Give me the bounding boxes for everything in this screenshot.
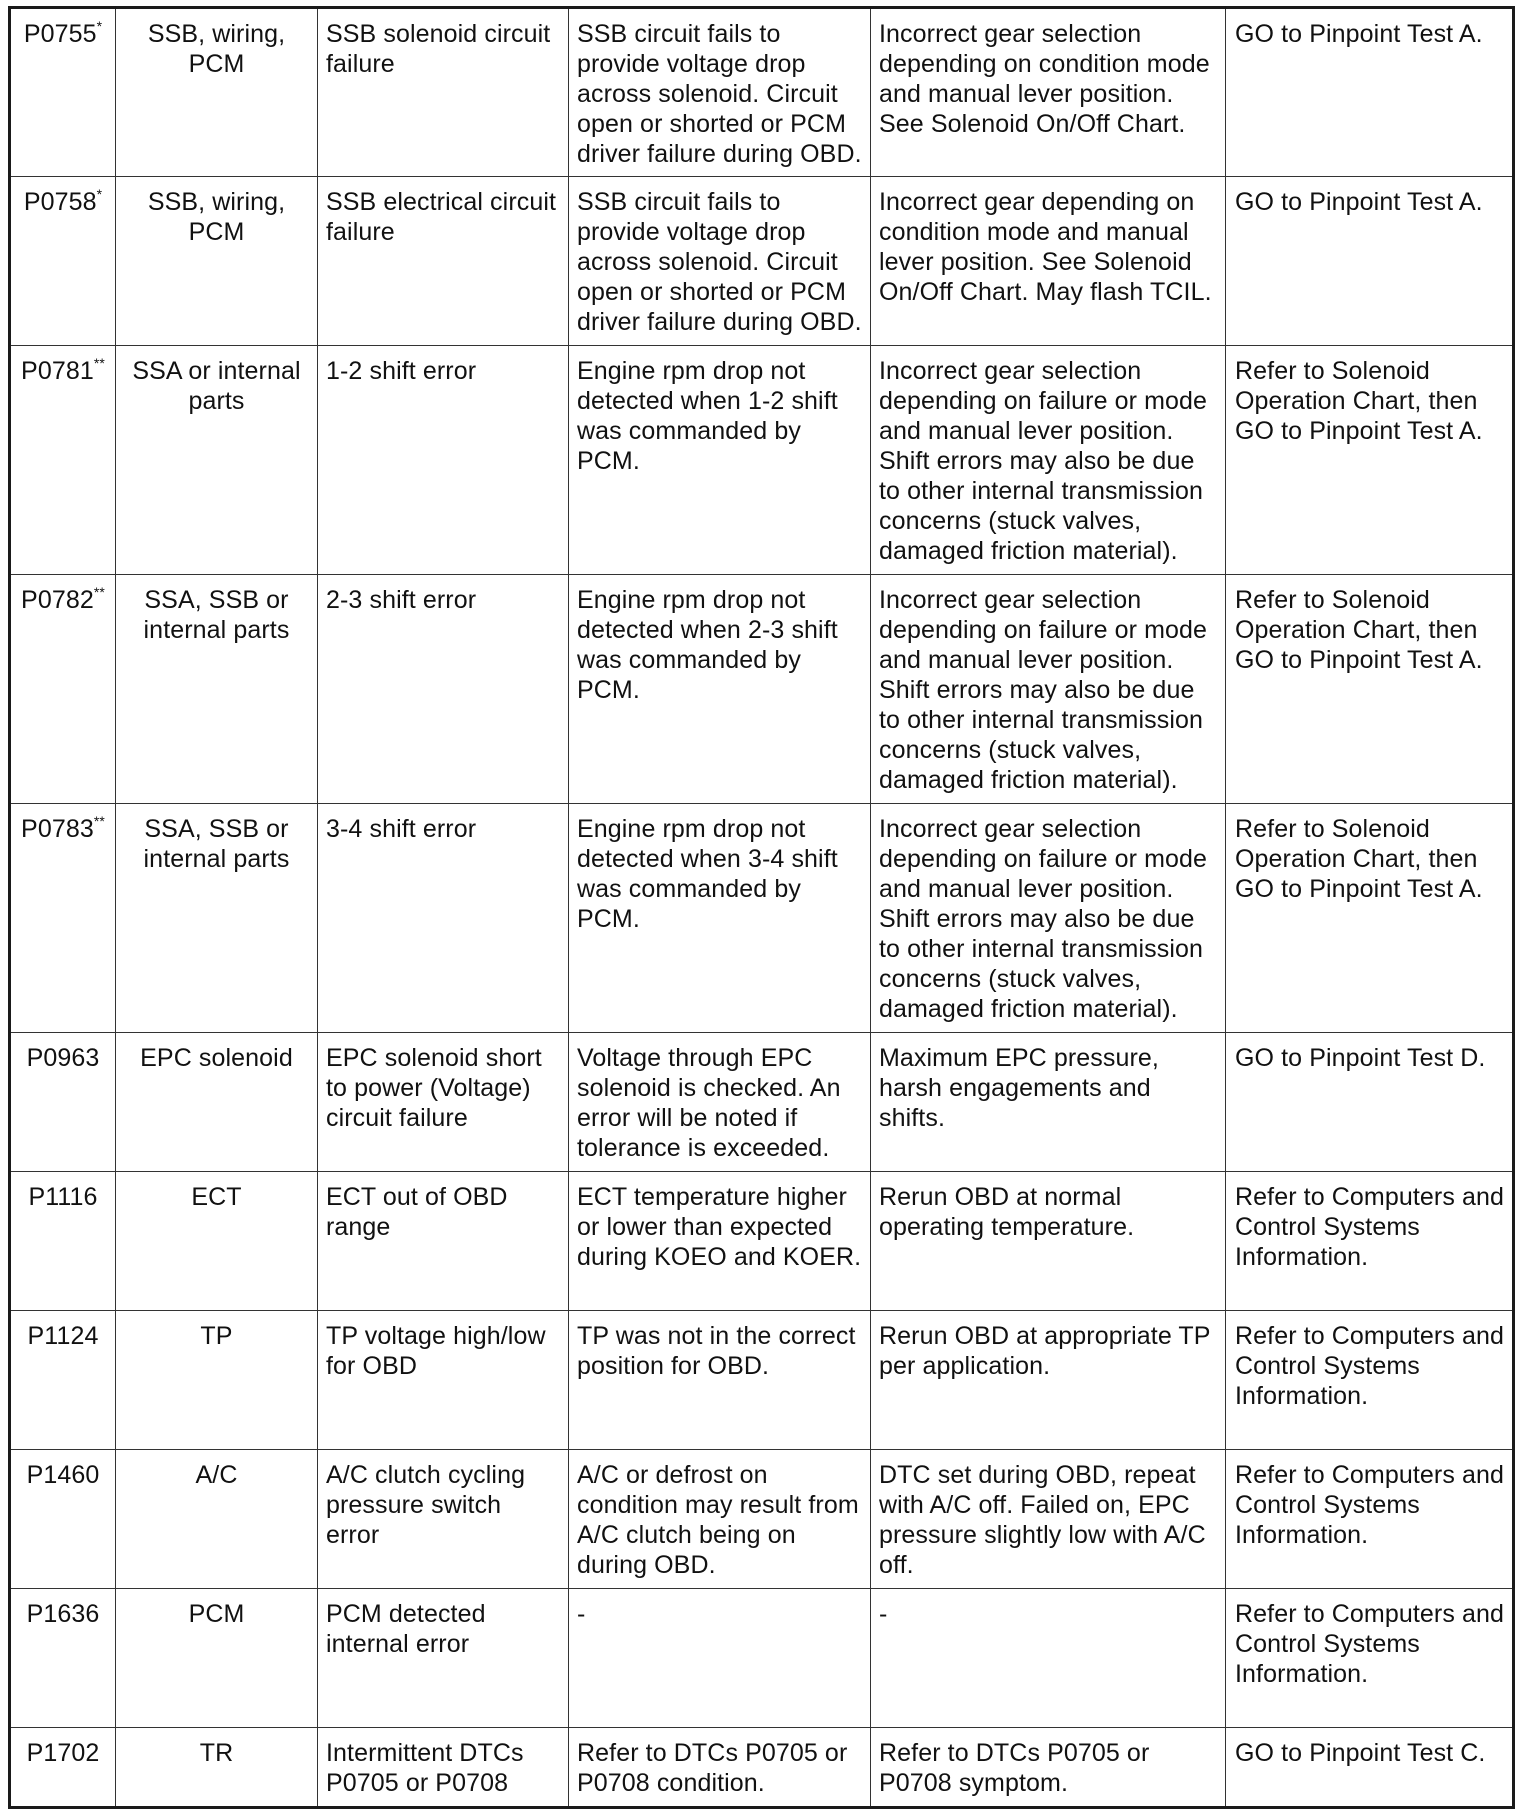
footnote-mark: **: [93, 354, 105, 371]
dtc-source: SSA, SSB or internal parts: [116, 804, 318, 1033]
dtc-symptom: Incorrect gear selection depending on failure or mode and manual lever position. Shift errors may also be due to other internal transmission concerns (stuck valves, damaged friction material).: [871, 346, 1226, 575]
dtc-code: P0782: [21, 586, 94, 614]
dtc-source: A/C: [116, 1450, 318, 1589]
dtc-code-cell: [10, 575, 116, 804]
table-row: [10, 1589, 1514, 1728]
dtc-code: P1636: [26, 1600, 100, 1628]
dtc-code-cell: [10, 1311, 116, 1450]
dtc-code: P0781: [21, 357, 94, 385]
dtc-symptom: DTC set during OBD, repeat with A/C off. Failed on, EPC pressure slightly low with A/C off.: [871, 1450, 1226, 1589]
dtc-description: 2-3 shift error: [318, 575, 569, 804]
dtc-code-cell: [10, 1589, 116, 1728]
dtc-symptom: Refer to DTCs P0705 or P0708 symptom.: [871, 1728, 1226, 1808]
dtc-condition: Engine rpm drop not detected when 2-3 shift was commanded by PCM.: [569, 575, 871, 804]
dtc-symptom: Incorrect gear depending on condition mode and manual lever position. See Solenoid On/Off Chart. May flash TCIL.: [871, 177, 1226, 346]
dtc-source: TR: [116, 1728, 318, 1808]
dtc-source: EPC solenoid: [116, 1033, 318, 1172]
footnote-mark: *: [96, 17, 103, 34]
dtc-description: 1-2 shift error: [318, 346, 569, 575]
dtc-symptom: Rerun OBD at normal operating temperature.: [871, 1172, 1226, 1311]
table-row: [10, 804, 1514, 1033]
footnote-mark: *: [96, 185, 103, 202]
dtc-action: Refer to Solenoid Operation Chart, then GO to Pinpoint Test A.: [1226, 575, 1514, 804]
dtc-code-cell: [10, 1450, 116, 1589]
dtc-condition: ECT temperature higher or lower than expected during KOEO and KOER.: [569, 1172, 871, 1311]
dtc-condition: Engine rpm drop not detected when 1-2 shift was commanded by PCM.: [569, 346, 871, 575]
dtc-action: Refer to Computers and Control Systems Information.: [1226, 1311, 1514, 1450]
dtc-symptom: Maximum EPC pressure, harsh engagements and shifts.: [871, 1033, 1226, 1172]
dtc-description: EPC solenoid short to power (Voltage) circuit failure: [318, 1033, 569, 1172]
dtc-description: TP voltage high/low for OBD: [318, 1311, 569, 1450]
dtc-source: SSB, wiring, PCM: [116, 177, 318, 346]
footnote-mark: **: [93, 583, 105, 600]
dtc-code: P1124: [27, 1322, 99, 1350]
dtc-table: [8, 6, 1515, 1809]
dtc-code: P1702: [26, 1739, 100, 1767]
dtc-condition: SSB circuit fails to provide voltage drop across solenoid. Circuit open or shorted or PCM driver failure during OBD.: [569, 177, 871, 346]
table-row: [10, 1172, 1514, 1311]
dtc-code: P1460: [26, 1461, 100, 1489]
dtc-symptom: Rerun OBD at appropriate TP per application.: [871, 1311, 1226, 1450]
dtc-symptom: Incorrect gear selection depending on failure or mode and manual lever position. Shift errors may also be due to other internal transmission concerns (stuck valves, damaged friction material).: [871, 575, 1226, 804]
dtc-action: Refer to Computers and Control Systems Information.: [1226, 1450, 1514, 1589]
table-row: [10, 346, 1514, 575]
dtc-code-cell: [10, 1033, 116, 1172]
dtc-action: Refer to Solenoid Operation Chart, then GO to Pinpoint Test A.: [1226, 804, 1514, 1033]
dtc-condition: Refer to DTCs P0705 or P0708 condition.: [569, 1728, 871, 1808]
dtc-action: GO to Pinpoint Test C.: [1226, 1728, 1514, 1808]
dtc-source: SSA or internal parts: [116, 346, 318, 575]
dtc-code: P0963: [26, 1044, 100, 1072]
dtc-code-cell: [10, 177, 116, 346]
dtc-action: Refer to Computers and Control Systems Information.: [1226, 1172, 1514, 1311]
dtc-condition: Voltage through EPC solenoid is checked. An error will be noted if tolerance is exceeded.: [569, 1033, 871, 1172]
dtc-source: ECT: [116, 1172, 318, 1311]
dtc-code-cell: [10, 346, 116, 575]
dtc-code: P0755: [23, 20, 97, 48]
footnote-mark: **: [93, 812, 105, 829]
dtc-condition: -: [569, 1589, 871, 1728]
dtc-condition: Engine rpm drop not detected when 3-4 shift was commanded by PCM.: [569, 804, 871, 1033]
dtc-code: P1116: [28, 1183, 98, 1211]
dtc-condition: TP was not in the correct position for OBD.: [569, 1311, 871, 1450]
dtc-source: SSA, SSB or internal parts: [116, 575, 318, 804]
table-row: [10, 575, 1514, 804]
dtc-code-cell: [10, 1728, 116, 1808]
dtc-description: 3-4 shift error: [318, 804, 569, 1033]
dtc-action: Refer to Computers and Control Systems Information.: [1226, 1589, 1514, 1728]
dtc-description: ECT out of OBD range: [318, 1172, 569, 1311]
dtc-code-cell: [10, 804, 116, 1033]
dtc-action: GO to Pinpoint Test A.: [1226, 177, 1514, 346]
table-row: [10, 1728, 1514, 1808]
dtc-description: PCM detected internal error: [318, 1589, 569, 1728]
dtc-description: Intermittent DTCs P0705 or P0708: [318, 1728, 569, 1808]
dtc-code-cell: [10, 8, 116, 177]
dtc-description: SSB electrical circuit failure: [318, 177, 569, 346]
dtc-condition: SSB circuit fails to provide voltage drop across solenoid. Circuit open or shorted or PCM driver failure during OBD.: [569, 8, 871, 177]
dtc-source: TP: [116, 1311, 318, 1450]
dtc-description: A/C clutch cycling pressure switch error: [318, 1450, 569, 1589]
table-row: [10, 177, 1514, 346]
table-row: [10, 1033, 1514, 1172]
dtc-symptom: Incorrect gear selection depending on condition mode and manual lever position. See Solenoid On/Off Chart.: [871, 8, 1226, 177]
dtc-action: GO to Pinpoint Test D.: [1226, 1033, 1514, 1172]
table-row: [10, 1311, 1514, 1450]
dtc-code: P0758: [23, 188, 97, 216]
dtc-condition: A/C or defrost on condition may result from A/C clutch being on during OBD.: [569, 1450, 871, 1589]
dtc-action: GO to Pinpoint Test A.: [1226, 8, 1514, 177]
dtc-code-cell: [10, 1172, 116, 1311]
dtc-source: SSB, wiring, PCM: [116, 8, 318, 177]
dtc-action: Refer to Solenoid Operation Chart, then GO to Pinpoint Test A.: [1226, 346, 1514, 575]
table-row: [10, 1450, 1514, 1589]
dtc-source: PCM: [116, 1589, 318, 1728]
dtc-symptom: -: [871, 1589, 1226, 1728]
table-row: [10, 8, 1514, 177]
dtc-code: P0783: [21, 815, 94, 843]
dtc-symptom: Incorrect gear selection depending on failure or mode and manual lever position. Shift errors may also be due to other internal transmission concerns (stuck valves, damaged friction material).: [871, 804, 1226, 1033]
dtc-description: SSB solenoid circuit failure: [318, 8, 569, 177]
